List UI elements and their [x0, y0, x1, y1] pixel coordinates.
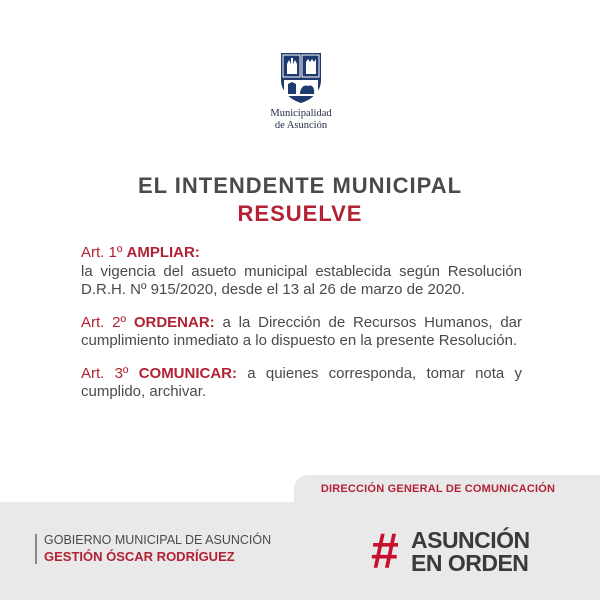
hashtag-logo	[371, 523, 551, 579]
government-name: GOBIERNO MUNICIPAL DE ASUNCIÓN	[44, 533, 272, 547]
direction-label: DIRECCIÓN GENERAL DE COMUNICACIÓN	[320, 483, 556, 495]
article-number: Art. 1º	[81, 244, 123, 261]
article-3	[81, 365, 522, 402]
article-text: la vigencia del asueto municipal establecida según Resolución D.R.H. Nº 915/2020, desde el 13 al 26 de marzo de 2020.	[81, 262, 522, 298]
coat-of-arms-icon	[278, 50, 324, 104]
hashtag-line-1: ASUNCIÓN	[411, 527, 530, 553]
articles-list	[81, 244, 522, 416]
logo-caption	[270, 108, 332, 132]
page-subtitle: RESUELVE	[237, 201, 363, 226]
logo-line-2: de Asunción	[274, 120, 328, 131]
article-2	[81, 314, 522, 351]
hashtag-line-2: EN ORDEN	[411, 550, 529, 576]
article-number: Art. 3º	[81, 364, 129, 382]
logo-line-1: Municipalidad	[270, 108, 332, 119]
footer-divider	[35, 534, 37, 564]
article-keyword: AMPLIAR:	[126, 244, 200, 261]
resolution-heading	[0, 172, 600, 228]
article-number: Art. 2º	[81, 313, 126, 331]
article-keyword: COMUNICAR:	[138, 364, 238, 382]
page-title: EL INTENDENTE MUNICIPAL	[137, 173, 463, 198]
administration-name: GESTIÓN ÓSCAR RODRÍGUEZ	[44, 549, 235, 564]
article-keyword: ORDENAR:	[133, 313, 215, 331]
article-1	[81, 244, 522, 300]
article-text: a la Dirección de Recursos Humanos, dar cumplimiento inmediato a lo dispuesto en la presente Resolución.	[81, 313, 523, 349]
municipality-logo	[270, 50, 332, 135]
hash-icon: #	[371, 523, 399, 579]
article-text: a quienes corresponda, tomar nota y cumplido, archivar.	[81, 364, 523, 400]
